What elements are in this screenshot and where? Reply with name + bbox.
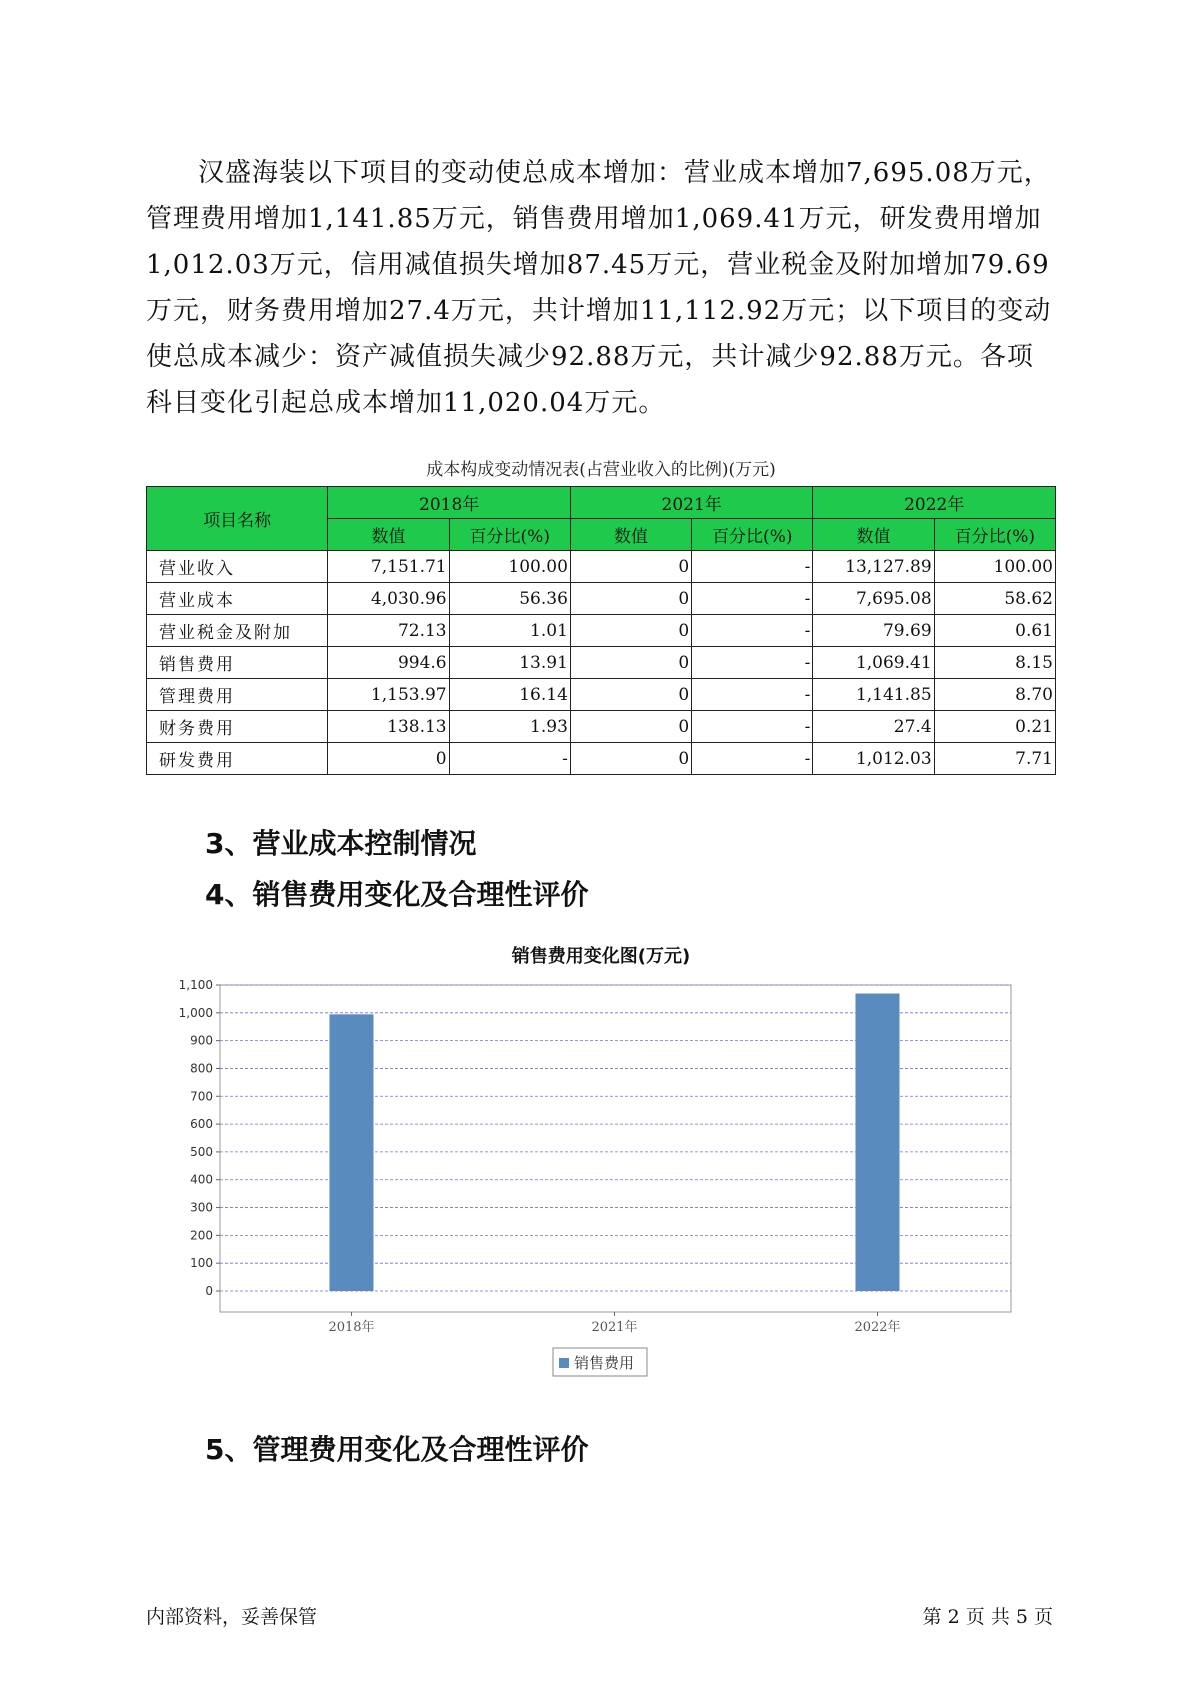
sub-header-value: 数值 bbox=[570, 519, 691, 551]
table-cell: 1,012.03 bbox=[813, 743, 934, 775]
table-cell: 16.14 bbox=[449, 679, 570, 711]
section-heading-5: 5、管理费用变化及合理性评价 bbox=[205, 1433, 589, 1466]
sub-header-percent: 百分比(%) bbox=[934, 519, 1055, 551]
x-tick-label: 2022年 bbox=[854, 1320, 901, 1335]
table-cell: 13.91 bbox=[449, 647, 570, 679]
table-cell: 72.13 bbox=[328, 615, 449, 647]
y-tick-label: 1,100 bbox=[178, 978, 213, 992]
table-cell: 8.15 bbox=[934, 647, 1055, 679]
table-cell: - bbox=[692, 679, 813, 711]
y-tick-label: 300 bbox=[190, 1200, 213, 1215]
y-axis-ticks bbox=[179, 978, 220, 1298]
table-caption: 成本构成变动情况表(占营业收入的比例)(万元) bbox=[426, 460, 776, 480]
table-cell: 27.4 bbox=[813, 711, 934, 743]
table-cell: 0 bbox=[570, 551, 691, 583]
row-label: 财务费用 bbox=[147, 711, 328, 743]
table-cell: 0 bbox=[570, 711, 691, 743]
table-row bbox=[147, 615, 1056, 647]
legend bbox=[553, 1348, 647, 1376]
y-tick-label: 500 bbox=[190, 1144, 213, 1159]
y-tick-label: 600 bbox=[190, 1117, 213, 1132]
summary-paragraph bbox=[146, 150, 1056, 426]
table-cell: - bbox=[692, 551, 813, 583]
table-cell: 7,695.08 bbox=[813, 583, 934, 615]
table-cell: 0 bbox=[328, 743, 449, 775]
cost-structure-table bbox=[146, 486, 1056, 775]
x-tick-label: 2021年 bbox=[591, 1320, 638, 1335]
table-cell: 1,141.85 bbox=[813, 679, 934, 711]
table-cell: 0 bbox=[570, 615, 691, 647]
table-row bbox=[147, 743, 1056, 775]
y-tick-label: 0 bbox=[205, 1284, 213, 1298]
x-tick-label: 2018年 bbox=[328, 1320, 375, 1335]
bar bbox=[330, 1014, 374, 1291]
row-label: 管理费用 bbox=[147, 679, 328, 711]
table-row bbox=[147, 647, 1056, 679]
chart-title: 销售费用变化图(万元) bbox=[511, 946, 691, 967]
footer-confidential: 内部资料，妥善保管 bbox=[146, 1606, 318, 1628]
table-cell: 138.13 bbox=[328, 711, 449, 743]
y-tick-label: 200 bbox=[190, 1228, 213, 1243]
y-tick-label: 100 bbox=[190, 1256, 213, 1271]
table-cell: 1,153.97 bbox=[328, 679, 449, 711]
table-row bbox=[147, 711, 1056, 743]
year-header-2022: 2022年 bbox=[813, 487, 1056, 519]
table-cell: 7,151.71 bbox=[328, 551, 449, 583]
x-axis-ticks bbox=[328, 1312, 900, 1335]
section-heading-3: 3、营业成本控制情况 bbox=[205, 827, 477, 860]
y-tick-label: 1,000 bbox=[178, 1005, 213, 1020]
table-cell: - bbox=[692, 583, 813, 615]
table-row bbox=[147, 583, 1056, 615]
table-cell: 1,069.41 bbox=[813, 647, 934, 679]
table-cell: 0.21 bbox=[934, 711, 1055, 743]
table-cell: 0 bbox=[570, 647, 691, 679]
sub-header-value: 数值 bbox=[813, 519, 934, 551]
table-cell: 0 bbox=[570, 743, 691, 775]
table-cell: 1.93 bbox=[449, 711, 570, 743]
table-cell: 100.00 bbox=[934, 551, 1055, 583]
table-cell: 8.70 bbox=[934, 679, 1055, 711]
row-label: 营业税金及附加 bbox=[147, 615, 328, 647]
table-cell: - bbox=[692, 743, 813, 775]
table-cell: 0 bbox=[570, 583, 691, 615]
table-cell: - bbox=[692, 615, 813, 647]
table-cell: 58.62 bbox=[934, 583, 1055, 615]
table-cell: 100.00 bbox=[449, 551, 570, 583]
row-label: 研发费用 bbox=[147, 743, 328, 775]
table-cell: 56.36 bbox=[449, 583, 570, 615]
row-label: 营业成本 bbox=[147, 583, 328, 615]
table-cell: 7.71 bbox=[934, 743, 1055, 775]
table-cell: - bbox=[449, 743, 570, 775]
item-name-header: 项目名称 bbox=[147, 487, 328, 551]
table-cell: 13,127.89 bbox=[813, 551, 934, 583]
y-tick-label: 900 bbox=[190, 1033, 213, 1048]
table-cell: 0.61 bbox=[934, 615, 1055, 647]
sub-header-percent: 百分比(%) bbox=[692, 519, 813, 551]
y-tick-label: 400 bbox=[190, 1172, 213, 1187]
row-label: 营业收入 bbox=[147, 551, 328, 583]
section-heading-4: 4、销售费用变化及合理性评价 bbox=[205, 878, 589, 911]
legend-swatch bbox=[559, 1358, 569, 1368]
table-cell: 4,030.96 bbox=[328, 583, 449, 615]
table-cell: 0 bbox=[570, 679, 691, 711]
row-label: 销售费用 bbox=[147, 647, 328, 679]
y-tick-label: 700 bbox=[190, 1089, 213, 1104]
table-cell: 79.69 bbox=[813, 615, 934, 647]
table-cell: - bbox=[692, 711, 813, 743]
sales-expense-bar-chart bbox=[140, 975, 1020, 1395]
year-header-2021: 2021年 bbox=[570, 487, 813, 519]
table-cell: 1.01 bbox=[449, 615, 570, 647]
sub-header-value: 数值 bbox=[328, 519, 449, 551]
sub-header-percent: 百分比(%) bbox=[449, 519, 570, 551]
summary-text: 汉盛海装以下项目的变动使总成本增加：营业成本增加7,695.08万元，管理费用增加1,141.85万元，销售费用增加1,069.41万元，研发费用增加1,012.03万元，信用减值损失增加87.45万元，营业税金及附加增加79.69万元，财务费用增加27.4万元，共计增加11,112.92万元；以下项目的变动使总成本减少：资产减值损失减少92.88万元，共计减少92.88万元。各项科目变化引起总成本增加11,020.04万元。 bbox=[146, 158, 1052, 418]
table-cell: 994.6 bbox=[328, 647, 449, 679]
y-tick-label: 800 bbox=[190, 1061, 213, 1076]
table-row bbox=[147, 679, 1056, 711]
table-row bbox=[147, 551, 1056, 583]
year-header-2018: 2018年 bbox=[328, 487, 571, 519]
legend-label: 销售费用 bbox=[574, 1354, 635, 1372]
page-number: 第 2 页 共 5 页 bbox=[922, 1606, 1053, 1628]
bar bbox=[856, 994, 900, 1291]
table-cell: - bbox=[692, 647, 813, 679]
